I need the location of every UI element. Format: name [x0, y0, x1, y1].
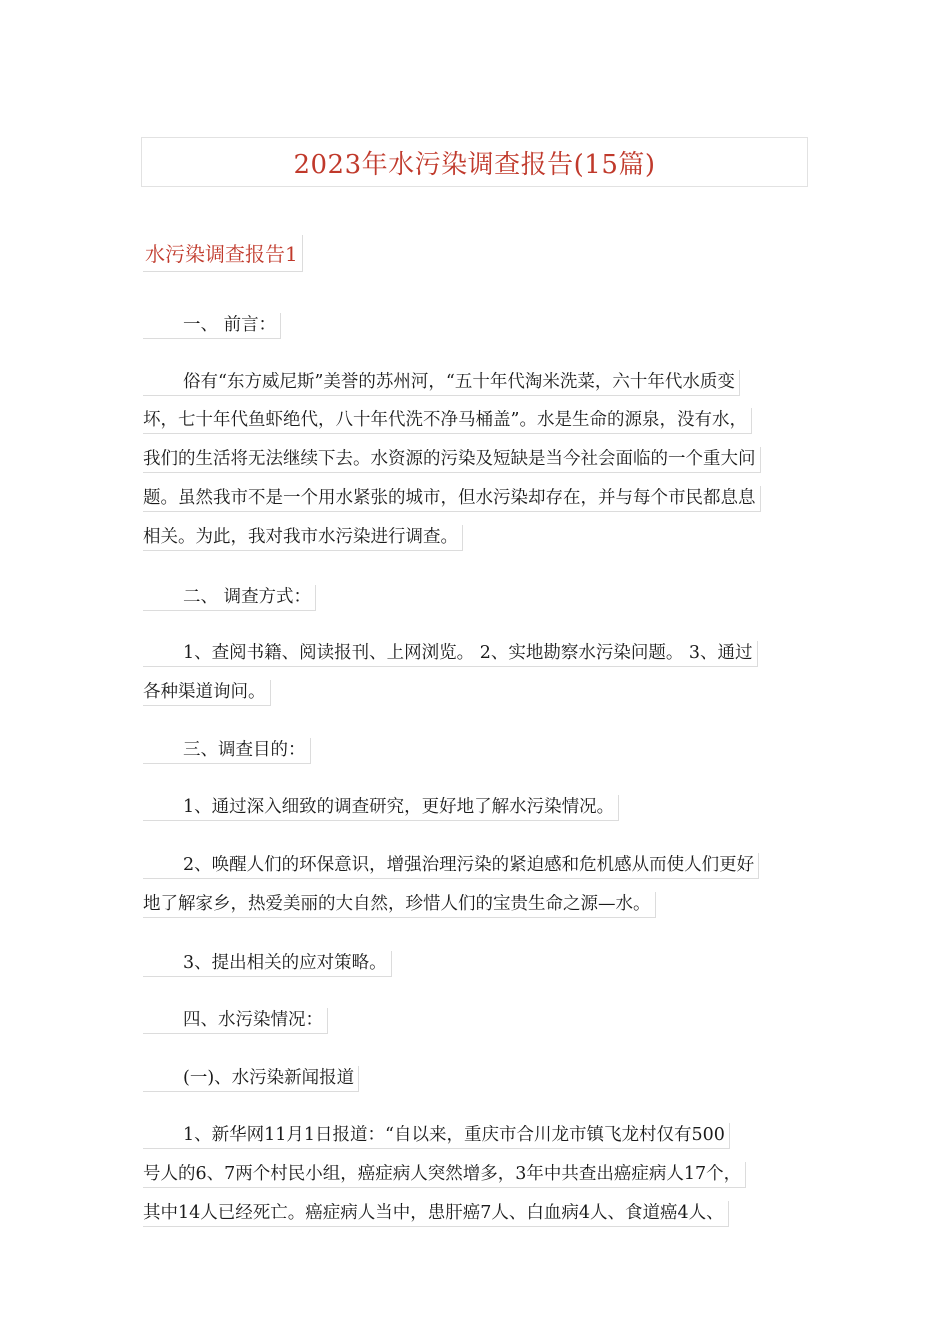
heading-survey-purpose: 三、调查目的： [143, 738, 311, 764]
paragraph-line: 号人的6、7两个村民小组，癌症病人突然增多，3年中共查出癌症病人17个， [143, 1162, 746, 1188]
heading-pollution-status: 四、水污染情况： [143, 1008, 328, 1034]
paragraph-line: 各种渠道询问。 [143, 680, 271, 706]
paragraph-line: 坏，七十年代鱼虾绝代，八十年代洗不净马桶盖”。水是生命的源泉，没有水， [143, 408, 752, 434]
heading-preface: 一、 前言： [143, 313, 281, 339]
paragraph-line: 1、新华网11月1日报道：“自以来，重庆市合川龙市镇飞龙村仅有500 [143, 1123, 730, 1149]
paragraph-line: 题。虽然我市不是一个用水紧张的城市，但水污染却存在，并与每个市民都息息 [143, 486, 761, 512]
paragraph-line: 1、通过深入细致的调查研究，更好地了解水污染情况。 [143, 795, 619, 821]
heading-news-reports: (一)、水污染新闻报道 [143, 1066, 359, 1092]
paragraph-line: 3、提出相关的应对策略。 [143, 951, 392, 977]
paragraph-line: 其中14人已经死亡。癌症病人当中，患肝癌7人、白血病4人、食道癌4人、 [143, 1201, 729, 1227]
section-heading: 水污染调查报告1 [143, 235, 303, 272]
paragraph-line: 1、查阅书籍、阅读报刊、上网浏览。 2、实地勘察水污染问题。 3、通过 [143, 641, 758, 667]
document-title-box [141, 137, 808, 187]
paragraph-line: 俗有“东方威尼斯”美誉的苏州河，“五十年代淘米洗菜，六十年代水质变 [143, 370, 740, 396]
heading-survey-method: 二、 调查方式： [143, 585, 316, 611]
paragraph-line: 地了解家乡，热爱美丽的大自然，珍惜人们的宝贵生命之源—水。 [143, 892, 656, 918]
paragraph-line: 2、唤醒人们的环保意识，增强治理污染的紧迫感和危机感从而使人们更好 [143, 853, 759, 879]
document-title: 2023年水污染调查报告(15篇) [293, 149, 656, 180]
paragraph-line: 相关。为此，我对我市水污染进行调查。 [143, 525, 463, 551]
paragraph-line: 我们的生活将无法继续下去。水资源的污染及短缺是当今社会面临的一个重大问 [143, 447, 761, 473]
